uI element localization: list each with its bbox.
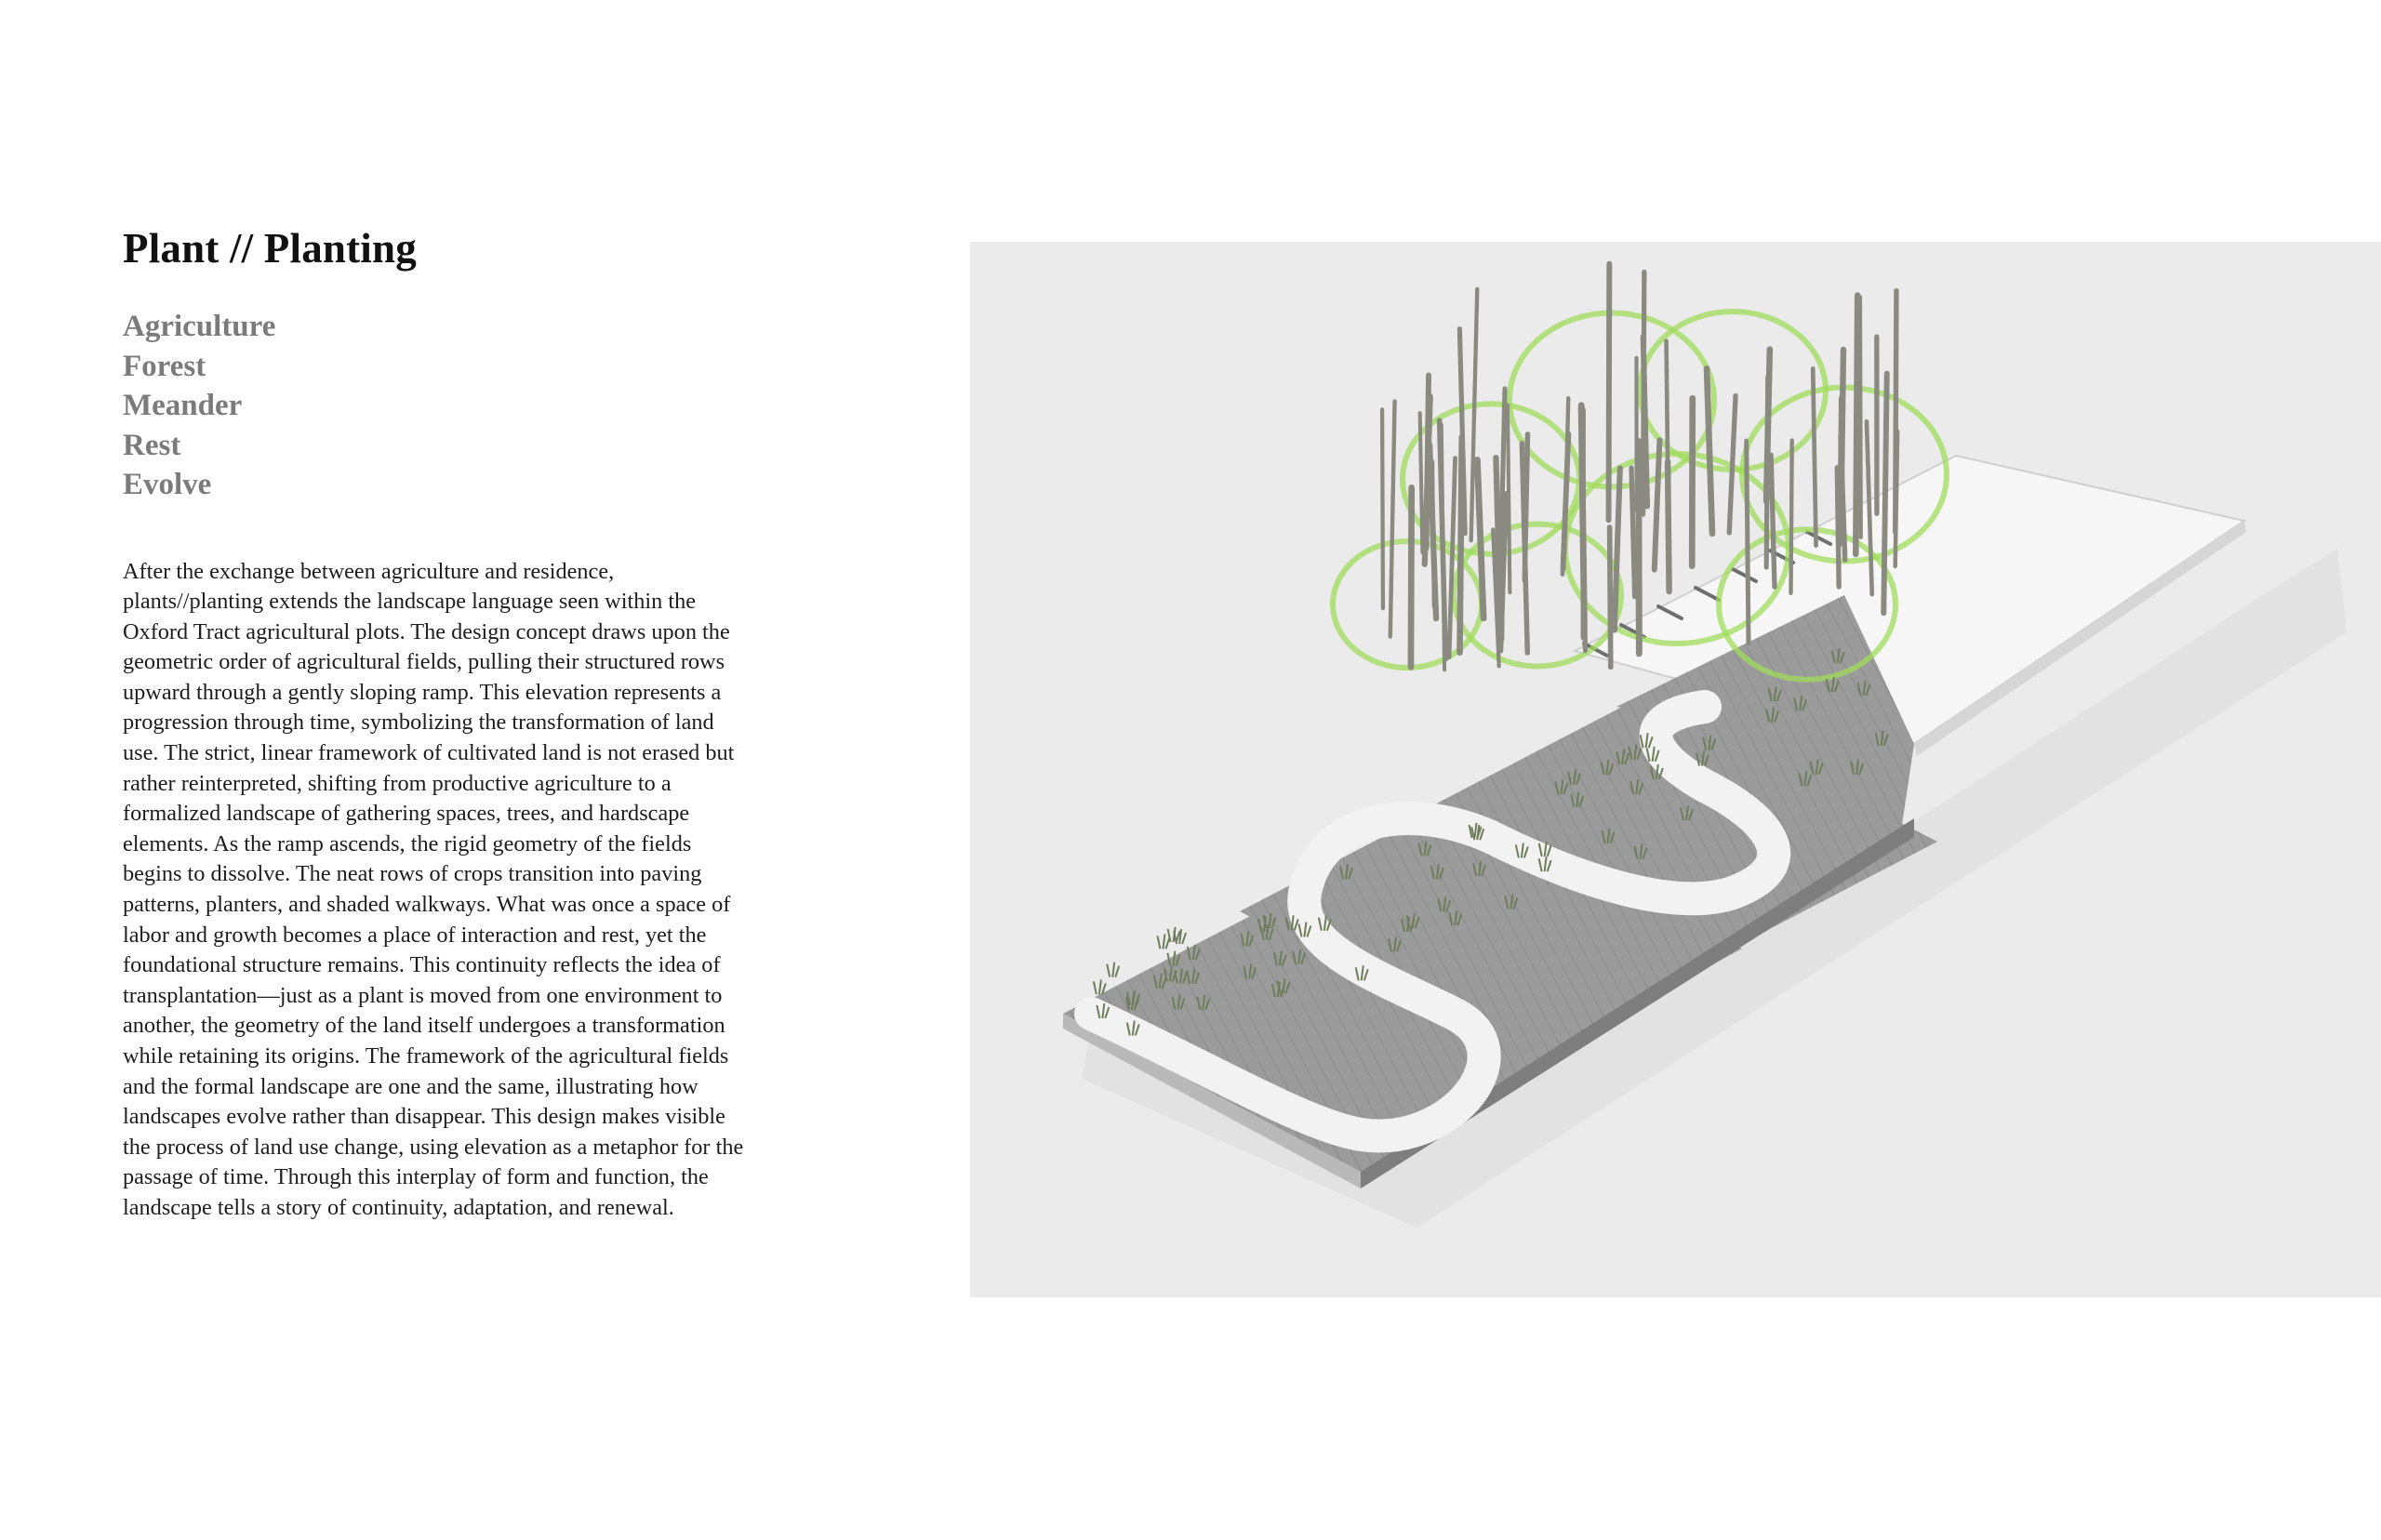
tree-trunk	[1508, 405, 1510, 593]
tree-trunk	[1856, 296, 1857, 554]
tree-trunk	[1668, 461, 1669, 591]
body-paragraph: After the exchange between agriculture and residence, plants//planting extends the landscape language seen within the Oxford Tract agricultural plots. The design concept draws upon the geometric order of agricultural fields, pulling their structured rows upward through a gently sloping ramp. This elevation represents a progression through time, symbolizing the transformation of land use. The strict, linear framework of cultivated land is not erased but rather reinterpreted, shifting from productive agriculture to a formalized landscape of gathering spaces, trees, and hardscape elements. As the ramp ascends, the rigid geometry of the fields begins to dissolve. The neat rows of crops transition into paving patterns, planters, and shaded walkways. What was once a space of labor and growth becomes a place of interaction and rest, yet the foundational structure remains. This continuity reflects the idea of transplantation—just as a plant is moved from one environment to another, the geometry of the land itself undergoes a transformation while retaining its origins. The framework of the agricultural fields and the formal landscape are one and the same, illustrating how landscapes evolve rather than disappear. This design makes visible the process of land use change, using elevation as a metaphor for the passage of time. Through this interplay of form and function, the landscape tells a story of continuity, adaptation, and renewal.	[123, 558, 744, 1220]
page-title: Plant // Planting	[123, 225, 417, 272]
keyword-item: Evolve	[123, 468, 212, 501]
tree-trunk	[1883, 374, 1886, 614]
text-column	[123, 223, 755, 1224]
tree-trunk	[1692, 398, 1693, 565]
tree-trunk	[1610, 527, 1611, 667]
tree-trunk	[1440, 420, 1446, 658]
tree-trunk	[1837, 468, 1839, 587]
tree-trunk	[1390, 402, 1395, 637]
keyword-item: Forest	[123, 349, 206, 383]
keyword-item: Agriculture	[123, 310, 276, 343]
model-drawing	[970, 242, 2381, 1297]
tree-trunk	[1382, 409, 1383, 608]
tree-trunk	[1524, 434, 1527, 580]
keyword-list	[123, 307, 755, 505]
tree-trunk	[1813, 368, 1816, 545]
tree-trunk	[1747, 441, 1749, 643]
tree-trunk	[1631, 468, 1635, 596]
landscape-model-illustration	[970, 242, 2381, 1297]
tree-trunk	[1449, 458, 1456, 657]
tree-trunk	[1860, 298, 1861, 538]
tree-trunk	[1895, 431, 1897, 566]
tree-trunk	[1411, 487, 1412, 667]
tree-trunk	[1583, 512, 1585, 651]
tree-trunk	[1729, 396, 1736, 533]
tree-trunk	[1791, 441, 1792, 593]
tree-trunk	[1432, 462, 1434, 607]
grass-tuft	[1168, 927, 1180, 942]
tree-trunk	[1639, 441, 1640, 653]
tree-trunk	[1420, 413, 1423, 552]
keyword-item: Meander	[123, 389, 243, 422]
tree-trunk	[1609, 264, 1610, 521]
grass-tuft	[1157, 934, 1169, 949]
grass-tuft	[1094, 979, 1106, 994]
keyword-item: Rest	[123, 428, 181, 462]
grass-tuft	[1107, 962, 1119, 977]
tree-trunk	[1655, 440, 1660, 569]
tree-trunk	[1766, 378, 1768, 567]
